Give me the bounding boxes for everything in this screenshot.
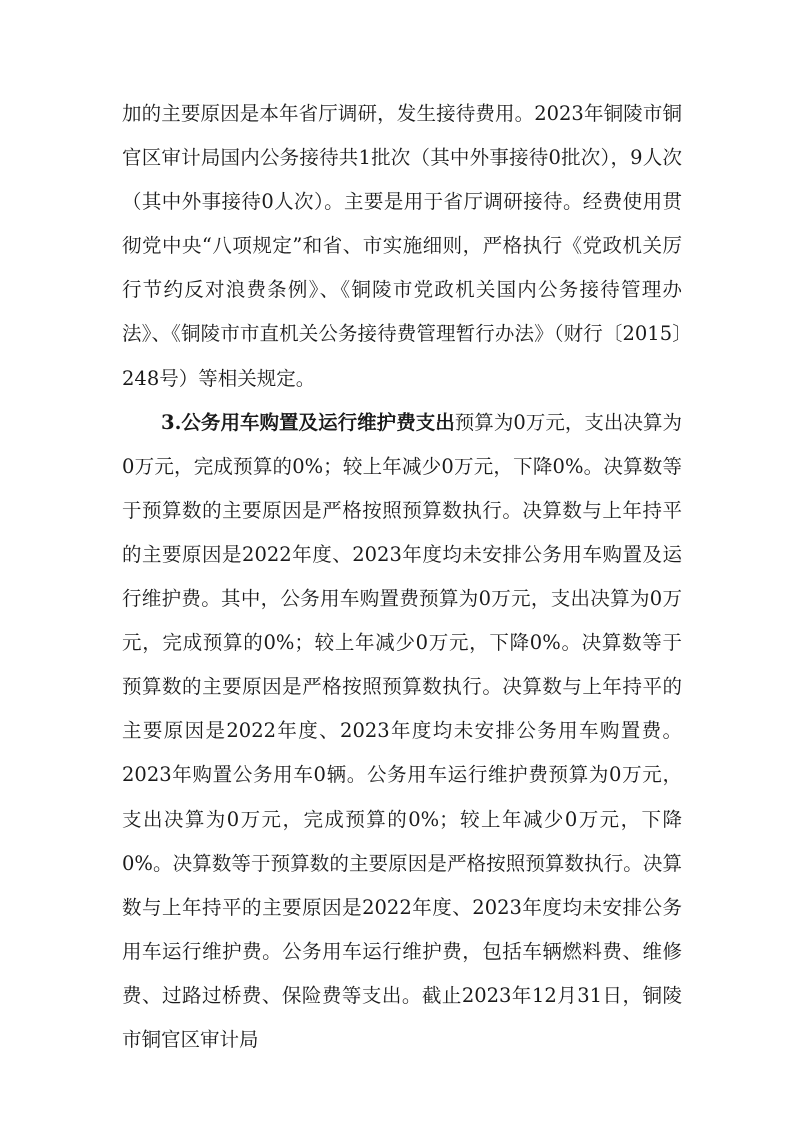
section-heading-vehicle-expenses: 3.公务用车购置及运行维护费支出 [161,410,455,434]
paragraph-text: 加的主要原因是本年省厅调研，发生接待费用。2023年铜陵市铜官区审计局国内公务接待共1批次（其中外事接待0批次），9人次（其中外事接待0人次）。主要是用于省厅调研接待。经费使用贯彻党中央“八项规定”和省、市实施细则，严格执行《党政机关厉行节约反对浪费条例》、《铜陵市党政机关国内公务接待管理办法》、《铜陵市市直机关公务接待费管理暂行办法》（财行〔2015〕248号）等相关规定。 [122,102,682,390]
paragraph-vehicle-expenses [122,401,682,1062]
paragraph-text: 预算为0万元，支出决算为0万元，完成预算的0%；较上年减少0万元，下降0%。决算数等于预算数的主要原因是严格按照预算数执行。决算数与上年持平的主要原因是2022年度、2023年度均未安排公务用车购置及运行维护费。其中，公务用车购置费预算为0万元，支出决算为0万元，完成预算的0%；较上年减少0万元，下降0%。决算数等于预算数的主要原因是严格按照预算数执行。决算数与上年持平的主要原因是2022年度、2023年度均未安排公务用车购置费。2023年购置公务用车0辆。公务用车运行维护费预算为0万元，支出决算为0万元，完成预算的0%；较上年减少0万元，下降0%。决算数等于预算数的主要原因是严格按照预算数执行。决算数与上年持平的主要原因是2022年度、2023年度均未安排公务用车运行维护费。公务用车运行维护费，包括车辆燃料费、维修费、过路过桥费、保险费等支出。截止2023年12月31日，铜陵市铜官区审计局 [122,410,682,1051]
document-body [122,92,682,1062]
paragraph-reception-continuation [122,92,682,401]
